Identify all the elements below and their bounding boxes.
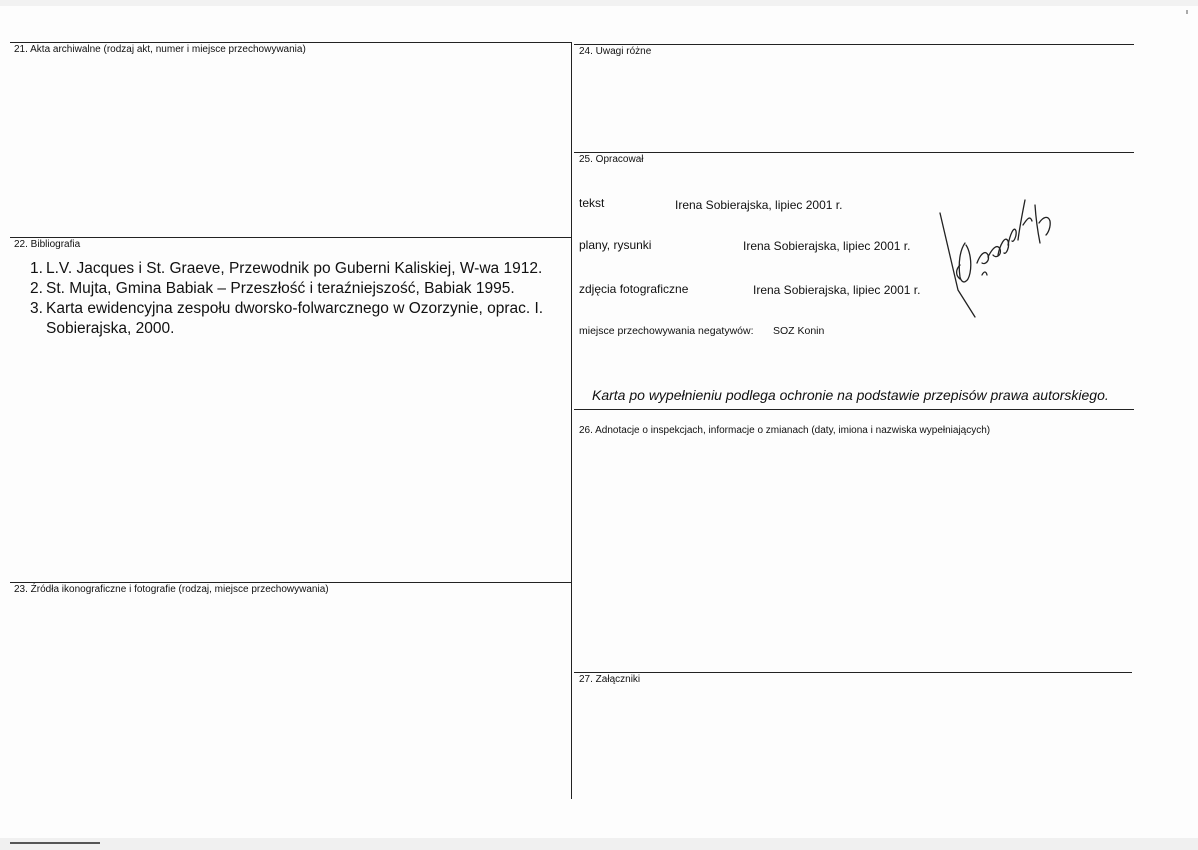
bibliography-item: 1. L.V. Jacques i St. Graeve, Przewodnik po Guberni Kaliskiej, W-wa 1912. [30, 260, 543, 277]
section-27-label: 27. Załączniki [579, 674, 641, 685]
bibliography-list [22, 259, 562, 339]
negatywy-value: SOZ Konin [773, 325, 825, 337]
bibliography-item: 2. St. Mujta, Gmina Babiak – Przeszłość i teraźniejszość, Babiak 1995. [30, 280, 515, 297]
rule-26-top [574, 409, 1134, 410]
bibliography-item: 3. Karta ewidencyjna zespołu dworsko-folwarcznego w Ozorzynie, oprac. I. Sobierajska, 2000. [30, 300, 544, 337]
scan-edge-top [0, 0, 1198, 6]
rule-24-top [574, 44, 1134, 45]
plany-key: plany, rysunki [579, 238, 652, 252]
scan-edge-bottom [0, 838, 1198, 850]
plany-value: Irena Sobierajska, lipiec 2001 r. [743, 239, 911, 253]
rule-23-top [10, 582, 572, 583]
rule-27-top [574, 672, 1132, 673]
section-25-label: 25. Opracował [579, 154, 644, 165]
handwritten-signature [930, 185, 1060, 320]
rule-22-top [10, 237, 572, 238]
copyright-note: Karta po wypełnieniu podlega ochronie na podstawie przepisów prawa autorskiego. [592, 387, 1109, 403]
rule-21-top [10, 42, 572, 43]
tekst-value: Irena Sobierajska, lipiec 2001 r. [675, 198, 843, 212]
rule-25-top [574, 152, 1134, 153]
scan-artifact [1186, 10, 1188, 14]
section-21-label: 21. Akta archiwalne (rodzaj akt, numer i miejsce przechowywania) [14, 44, 306, 55]
tekst-key: tekst [579, 196, 605, 210]
section-26-label: 26. Adnotacje o inspekcjach, informacje o zmianach (daty, imiona i nazwiska wypełniających) [579, 425, 991, 436]
section-23-label: 23. Źródła ikonograficzne i fotografie (rodzaj, miejsce przechowywania) [14, 584, 329, 595]
section-22-label: 22. Bibliografia [14, 239, 81, 250]
section-24-label: 24. Uwagi różne [579, 46, 652, 57]
column-divider [571, 42, 572, 799]
scan-artifact [10, 842, 100, 844]
zdjecia-value: Irena Sobierajska, lipiec 2001 r. [753, 283, 921, 297]
zdjecia-key: zdjęcia fotograficzne [579, 282, 689, 296]
negatywy-key: miejsce przechowywania negatywów: [579, 325, 754, 337]
